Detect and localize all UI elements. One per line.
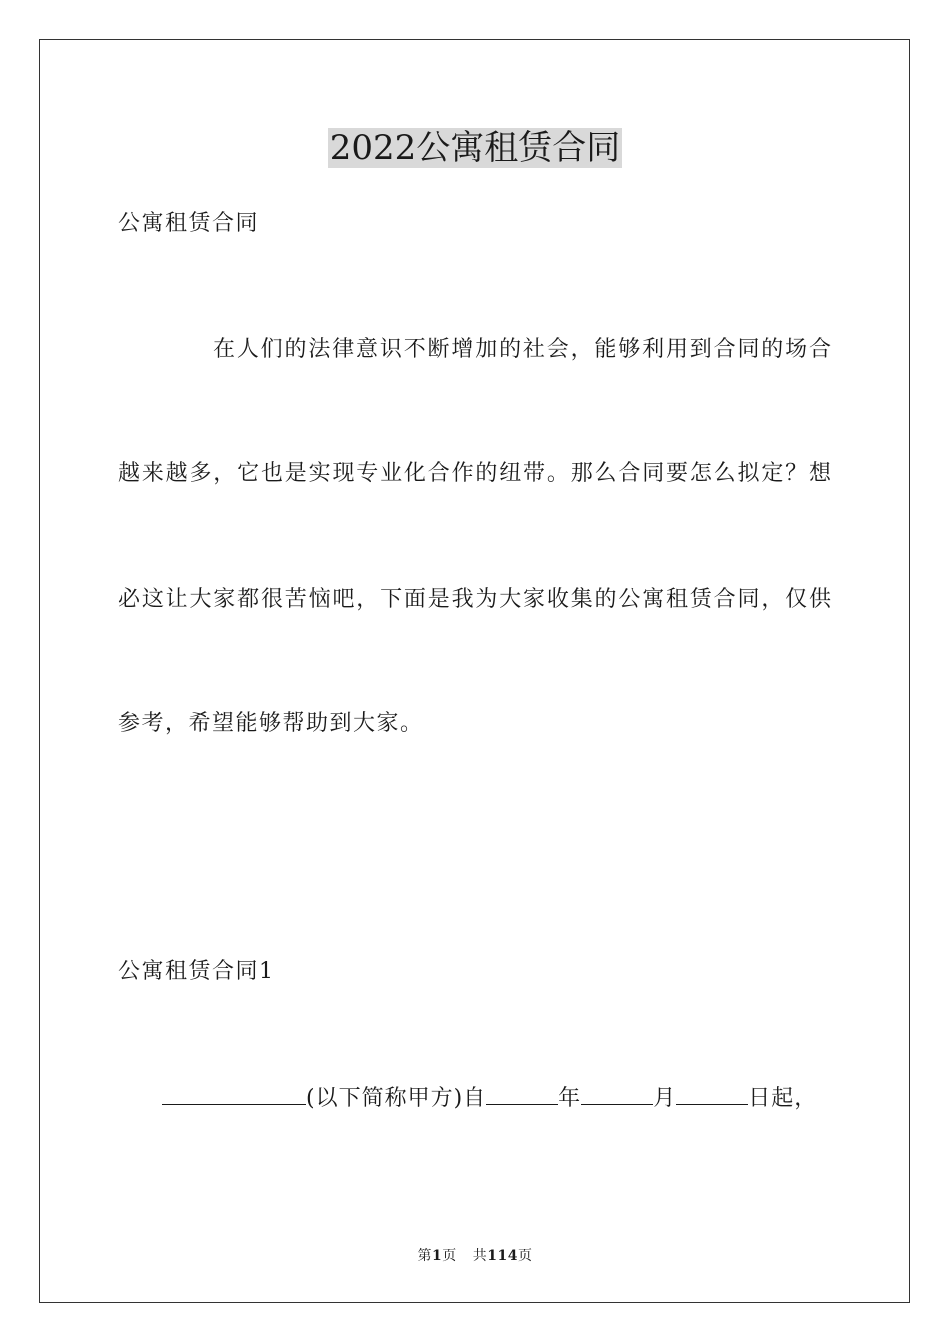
footer-total-suffix: 页 bbox=[517, 1248, 533, 1264]
intro-line-1: 在人们的法律意识不断增加的社会，能够利用到合同的场合 bbox=[213, 337, 831, 362]
document-subtitle: 公寓租赁合同 bbox=[118, 211, 260, 236]
month-label: 月 bbox=[653, 1086, 677, 1111]
footer-page-number: 1 bbox=[432, 1248, 443, 1264]
footer-total-pages: 114 bbox=[487, 1248, 518, 1264]
intro-line-2: 越来越多，它也是实现专业化合作的纽带。那么合同要怎么拟定？想 bbox=[118, 461, 831, 486]
day-label: 日起， bbox=[748, 1086, 818, 1111]
day-blank[interactable] bbox=[676, 1080, 748, 1105]
year-label: 年 bbox=[558, 1086, 582, 1111]
document-title-text: 2022公寓租赁合同 bbox=[329, 128, 621, 168]
document-title bbox=[0, 124, 950, 172]
party-a-name-blank[interactable] bbox=[162, 1080, 306, 1105]
intro-line-3: 必这让大家都很苦恼吧，下面是我为大家收集的公寓租赁合同，仅供 bbox=[118, 587, 831, 612]
month-blank[interactable] bbox=[581, 1080, 653, 1105]
section-heading: 公寓租赁合同1 bbox=[118, 959, 275, 984]
year-blank[interactable] bbox=[486, 1080, 558, 1105]
footer-total-prefix: 共 bbox=[472, 1248, 488, 1264]
party-a-fill-line bbox=[162, 1080, 831, 1115]
party-a-label: (以下简称甲方)自 bbox=[306, 1086, 487, 1111]
intro-line-4: 参考，希望能够帮助到大家。 bbox=[118, 711, 424, 736]
footer-prefix: 第 bbox=[417, 1248, 432, 1264]
page-footer bbox=[0, 1246, 950, 1266]
footer-page-suffix: 页 bbox=[442, 1248, 457, 1264]
